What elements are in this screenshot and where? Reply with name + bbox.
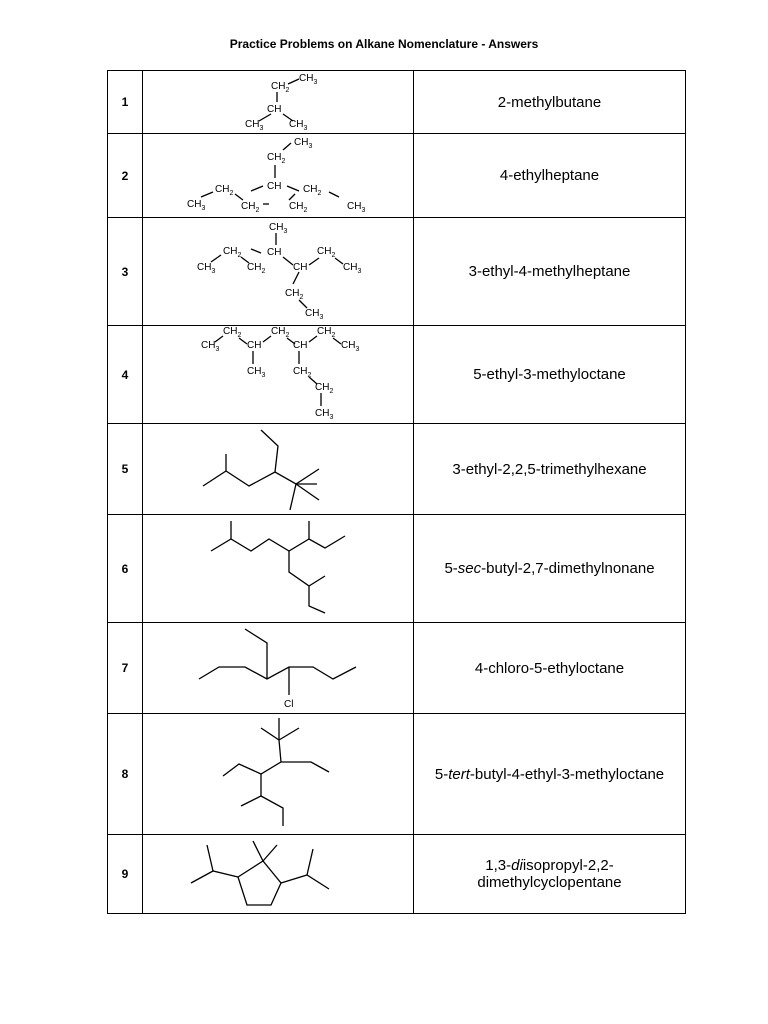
- structure-cell: [143, 835, 414, 914]
- svg-text:CH3: $CH_3$: [247, 366, 266, 379]
- table-row: [108, 714, 686, 835]
- structure-cell: [143, 326, 414, 424]
- svg-text:CH3: $CH_3$: [201, 340, 220, 353]
- skeletal-structure-5: [143, 424, 413, 514]
- problem-number: 7: [108, 623, 143, 714]
- structure-cell: [143, 218, 414, 326]
- problem-number: 2: [108, 134, 143, 218]
- svg-text:CH3: $CH_3$: [315, 408, 334, 421]
- svg-text:CH3: $CH_3$: [299, 73, 318, 86]
- chlorine-atom-label: Cl: [284, 699, 294, 710]
- svg-text:CH3: $CH_3$: [294, 137, 313, 150]
- problem-number: 4: [108, 326, 143, 424]
- svg-text:CH2: $CH_2$: [215, 184, 234, 197]
- svg-text:CH2: $CH_2$: [303, 184, 322, 197]
- condensed-structure-4: [143, 326, 413, 423]
- svg-text:CH: CH: [267, 247, 282, 258]
- svg-text:CH: CH: [293, 262, 308, 273]
- svg-text:CH: CH: [247, 340, 262, 351]
- table-row: [108, 134, 686, 218]
- svg-text:CH2: $CH_2$: [317, 326, 336, 339]
- svg-text:CH: CH: [267, 181, 282, 192]
- table-row: [108, 835, 686, 914]
- svg-text:CH: CH: [293, 340, 308, 351]
- table-row: [108, 71, 686, 134]
- compound-name: 5-tert-butyl-4-ethyl-3-methyloctane: [414, 714, 686, 835]
- skeletal-structure-6: [143, 515, 413, 622]
- structure-cell: [143, 714, 414, 835]
- svg-text:CH3: $CH_3$: [187, 199, 206, 212]
- svg-text:CH3: $CH_3$: [289, 119, 308, 132]
- svg-text:CH2: $CH_2$: [317, 246, 336, 259]
- svg-text:CH2: $CH_2$: [285, 288, 304, 301]
- page-title: Practice Problems on Alkane Nomenclature - Answers: [229, 37, 539, 51]
- problems-table: [107, 70, 686, 914]
- svg-text:CH2: $CH_2$: [223, 326, 242, 339]
- svg-text:CH2: $CH_2$: [271, 81, 290, 94]
- skeletal-structure-7: [143, 623, 413, 713]
- svg-text:CH2: $CH_2$: [293, 366, 312, 379]
- skeletal-structure-8: [143, 714, 413, 834]
- compound-name: 3-ethyl-2,2,5-trimethylhexane: [414, 424, 686, 515]
- skeletal-structure-9: [143, 835, 413, 913]
- compound-name: 4-chloro-5-ethyloctane: [414, 623, 686, 714]
- compound-name: 1,3-diisopropyl-2,2- dimethylcyclopentane: [414, 835, 686, 914]
- problem-number: 9: [108, 835, 143, 914]
- structure-cell: [143, 515, 414, 623]
- compound-name: 3-ethyl-4-methylheptane: [414, 218, 686, 326]
- compound-name: 5-ethyl-3-methyloctane: [414, 326, 686, 424]
- svg-text:CH2: $CH_2$: [241, 201, 260, 214]
- structure-cell: [143, 623, 414, 714]
- problem-number: 5: [108, 424, 143, 515]
- svg-text:CH3: $CH_3$: [341, 340, 360, 353]
- svg-text:CH2: $CH_2$: [315, 382, 334, 395]
- svg-text:CH3: $CH_3$: [197, 262, 216, 275]
- svg-text:CH3: $CH_3$: [347, 201, 366, 214]
- svg-text:CH3: $CH_3$: [305, 308, 324, 321]
- compound-name: 2-methylbutane: [414, 71, 686, 134]
- svg-text:CH2: $CH_2$: [267, 152, 286, 165]
- condensed-structure-3: [143, 218, 413, 325]
- structure-cell: [143, 134, 414, 218]
- table-row: [108, 218, 686, 326]
- svg-text:CH2: $CH_2$: [247, 262, 266, 275]
- table-row: [108, 515, 686, 623]
- table-row: [108, 326, 686, 424]
- svg-text:CH3: $CH_3$: [269, 222, 288, 235]
- structure-cell: [143, 71, 414, 134]
- condensed-structure-1: [143, 71, 413, 133]
- problem-number: 3: [108, 218, 143, 326]
- svg-text:CH2: $CH_2$: [289, 201, 308, 214]
- svg-text:CH2: $CH_2$: [271, 326, 290, 339]
- table-row: [108, 424, 686, 515]
- condensed-structure-2: [143, 134, 413, 217]
- svg-text:CH3: $CH_3$: [245, 119, 264, 132]
- structure-cell: [143, 424, 414, 515]
- problem-number: 6: [108, 515, 143, 623]
- compound-name: 5-sec-butyl-2,7-dimethylnonane: [414, 515, 686, 623]
- svg-text:CH2: $CH_2$: [223, 246, 242, 259]
- table-row: [108, 623, 686, 714]
- compound-name: 4-ethylheptane: [414, 134, 686, 218]
- problem-number: 8: [108, 714, 143, 835]
- svg-text:CH3: $CH_3$: [343, 262, 362, 275]
- svg-text:CH: CH: [267, 104, 282, 115]
- problem-number: 1: [108, 71, 143, 134]
